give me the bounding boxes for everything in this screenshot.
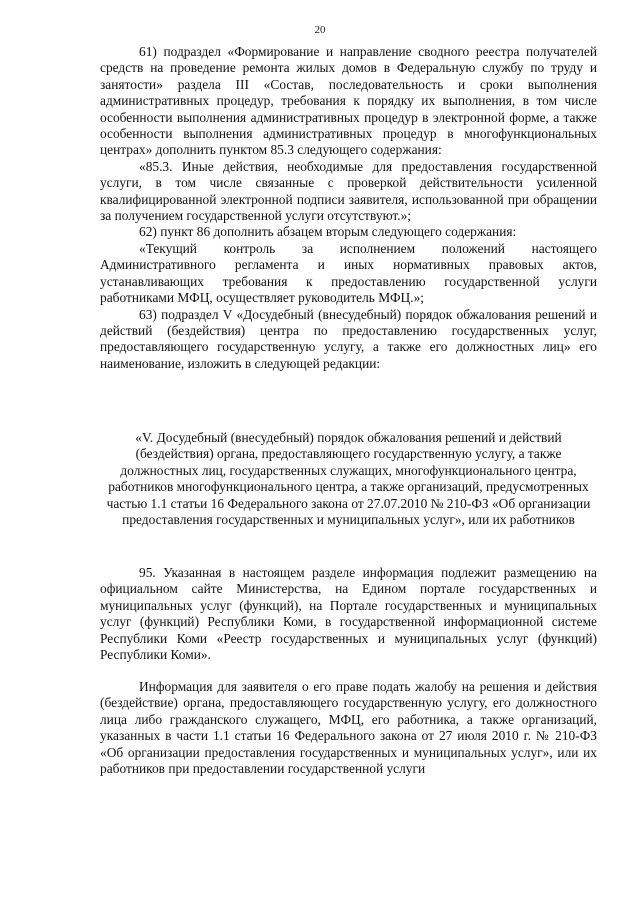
amendments-block [100, 44, 597, 372]
page-number: 20 [314, 24, 326, 36]
paragraph-item-63: 63) подраздел V «Досудебный (внесудебный) порядок обжалования решений и действий (бездействия) центра по предоставлению государственных услуг, предоставляющего государственную услугу, а также его должностных лиц» его наименование, изложить в следующей редакции: [100, 306, 597, 371]
paragraph-current-control: «Текущий контроль за исполнением положений настоящего Административного регламента и иных нормативных правовых актов, устанавливающих требования к предоставлению государственной услуги работниками МФЦ, осуществляет руководитель МФЦ.»; [100, 240, 597, 306]
paragraph-95-block [100, 565, 597, 663]
complaint-info-block [100, 679, 597, 777]
paragraph-item-62: 62) пункт 86 дополнить абзацем вторым следующего содержания: [139, 224, 517, 240]
section-v-heading: «V. Досудебный (внесудебный) порядок обжалования решений и действий (бездействия) органа, предоставляющего государственную услугу, а также должностных лиц, государственных служащих, многофункционального центра, работников многофункционального центра, а также организаций, предусмотренных частью 1.1 статьи 16 Федерального закона от 27.07.2010 № 210-ФЗ «Об организации предоставления государственных и муниципальных услуг», или их работников [106, 430, 591, 528]
paragraph-item-61: 61) подраздел «Формирование и направление сводного реестра получателей средств на проведение ремонта жилых домов в Федеральную службу по труду и занятости» раздела III «Состав, последовательность и сроки выполнения административных процедур, требования к порядку их выполнения, в том числе особенности выполнения административных процедур в электронной форме, а также особенности выполнения административных процедур в многофункциональных центрах» дополнить пунктом 85.3 следующего содержания: [100, 44, 597, 158]
paragraph-complaint-info: Информация для заявителя о его праве подать жалобу на решения и действия (бездействие) органа, предоставляющего государственную услугу, его должностного лица либо гражданского служащего, МФЦ, его работника, а также организаций, указанных в части 1.1 статьи 16 Федерального закона от 27 июля 2010 г. № 210-ФЗ «Об организации предоставления государственных и муниципальных услуг», или их работников при предоставлении государственной услуги [100, 679, 597, 777]
paragraph-95: 95. Указанная в настоящем разделе информация подлежит размещению на официальном сайте Министерства, на Едином портале государственных и муниципальных услуг (функций), на Портале государственных и муниципальных услуг (функций) Республики Коми, в государственной информационной системе Республики Коми «Реестр государственных и муниципальных услуг (функций) Республики Коми». [100, 565, 597, 663]
paragraph-item-85-3: «85.3. Иные действия, необходимые для предоставления государственной услуги, в том числе связанные с проверкой действительности усиленной квалифицированной электронной подписи заявителя, использованной при обращении за получением государственной услуги отсутствуют.»; [100, 158, 597, 224]
